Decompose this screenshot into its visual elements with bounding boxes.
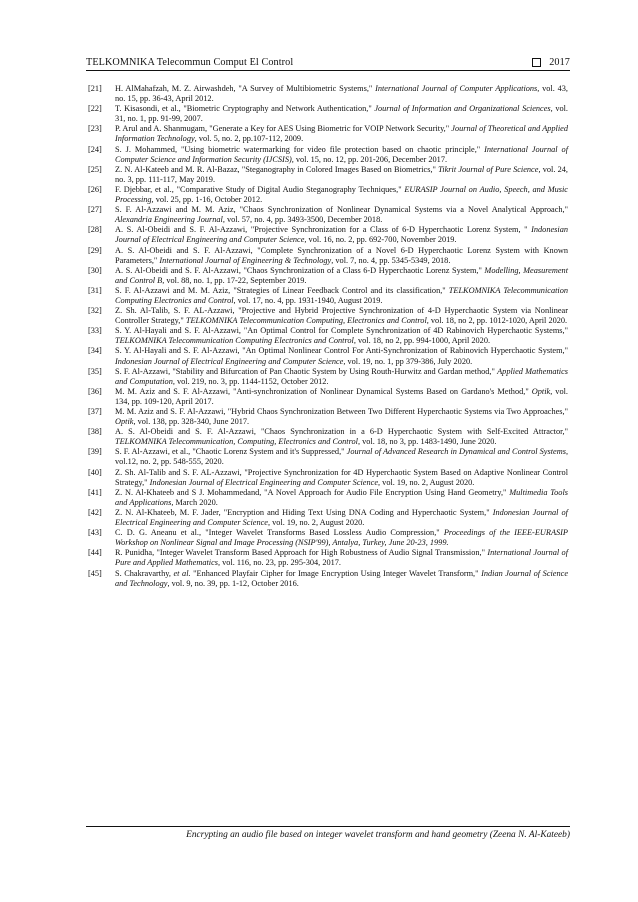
reference-text xyxy=(115,488,568,508)
reference-segment: "Enhanced Playfair Cipher for Image Encryption Using Integer Wavelet Transform," xyxy=(190,568,482,578)
reference-segment: , vol. 19, no. 1, pp 379-386, July 2020. xyxy=(343,356,473,366)
reference-number: [23] xyxy=(88,124,102,134)
header-year: 2017 xyxy=(549,57,570,68)
reference-segment: S. F. Al-Azzawi, et al., "Chaotic Lorenz System and it's Suppressed," xyxy=(115,447,347,457)
reference-segment: , vol. 43, no. 15, pp. 36-43, April 2012. xyxy=(115,84,568,104)
reference-segment: Z. N. Al-Khateeb, M. F. Jader, "Encryption and Hiding Text Using DNA Coding and Hyperchaotic System," xyxy=(115,507,493,517)
reference-source: TELKOMNIKA Telecommunication Computing, Electronics and Control, xyxy=(185,316,429,326)
reference-number: [30] xyxy=(88,265,102,275)
reference-text xyxy=(115,326,568,346)
reference-source: et al. xyxy=(173,568,191,578)
reference-segment: , vol. 16, no. 2, pp. 692-700, November 2019. xyxy=(304,235,457,245)
reference-item xyxy=(88,205,568,225)
reference-segment: , vol. 24, no. 3, pp. 111-117, May 2019. xyxy=(115,164,569,184)
reference-number: [37] xyxy=(88,407,102,416)
reference-item xyxy=(88,367,568,387)
reference-source: International Journal of Engineering & Technology xyxy=(159,255,332,265)
reference-item xyxy=(88,124,568,144)
reference-source: Proceedings of the IEEE-EURASIP Workshop on Nonlinear Signal and Image Processing (NSIP'99), Antalya, Turkey, June 20-23, 1999. xyxy=(115,528,568,548)
reference-segment: , vol.12, no. 2, pp. 548-555, 2020. xyxy=(115,447,569,467)
running-header xyxy=(86,52,570,68)
reference-segment: A. S. Al-Obeidi and S. F. Al-Azzawi, "Projective Synchronization for a Class of 6-D Hyperchaotic Lorenz System, " xyxy=(115,225,532,235)
reference-segment: A. S. Al-Obeidi and S. F. Al-Azzawi, "Chaos Synchronization in a 6-D Hyperchaotic System with Self-Excited Attractor," xyxy=(115,427,568,437)
reference-item xyxy=(88,468,568,488)
header-right xyxy=(532,57,570,68)
reference-segment: M. M. Aziz and S. F. Al-Azzawi, "Hybrid Chaos Synchronization Between Two Different Hyperchaotic Systems via Two Approaches," xyxy=(115,407,568,416)
reference-item xyxy=(88,407,568,427)
reference-source: Indonesian Journal of Electrical Engineering and Computer Science xyxy=(115,225,568,245)
reference-item xyxy=(88,387,568,407)
reference-item xyxy=(88,225,568,245)
reference-item xyxy=(88,326,568,346)
reference-segment: , vol. 19, no. 2, August 2020. xyxy=(378,477,475,487)
reference-text xyxy=(115,165,568,185)
reference-text xyxy=(115,508,568,528)
header-divider xyxy=(86,70,570,71)
reference-item xyxy=(88,145,568,165)
reference-segment: R. Punidha, "Integer Wavelet Transform Based Approach for High Robustness of Audio Signal Transmission," xyxy=(115,548,488,558)
reference-segment: C. D. G. Aneanu et al., "Integer Wavelet Transforms Based Lossless Audio Compression," xyxy=(115,528,444,538)
reference-number: [21] xyxy=(88,84,102,93)
reference-source: Tikrit Journal of Pure Science xyxy=(438,164,539,174)
reference-segment: S. F. Al-Azzawi and M. M. Aziz, "Strategies of Linear Feedback Control and its classification," xyxy=(115,285,449,295)
reference-segment: Z. Sh. Al-Talib and S. F. AL-Azzawi, "Projective Synchronization for 4D Hyperchaotic System Based on Adaptive Nonlinear Control Strategy," xyxy=(115,467,568,487)
reference-item xyxy=(88,286,568,306)
reference-segment: S. Y. Al-Hayali and S. F. Al-Azzawi, "An Optimal Nonlinear Control For Anti-Synchronization of Rabinovich Hyperchaotic System," xyxy=(115,346,568,356)
reference-source: International Journal of Pure and Applied Mathematics, xyxy=(115,548,568,568)
reference-segment: , vol. 19, no. 2, August 2020. xyxy=(268,518,365,528)
running-footer: Encrypting an audio file based on integer wavelet transform and hand geometry (Zeena N. Al-Kateeb) xyxy=(186,830,570,840)
reference-item xyxy=(88,185,568,205)
reference-segment: , vol. 18, no 3, pp. 1483-1490, June 2020. xyxy=(358,437,497,447)
reference-number: [29] xyxy=(88,245,102,255)
reference-text xyxy=(115,84,568,104)
reference-text xyxy=(115,205,568,225)
reference-segment: vol. 116, no. 23, pp. 295-304, 2017. xyxy=(220,558,341,568)
reference-item xyxy=(88,246,568,266)
reference-source: TELKOMNIKA Telecommunication, Computing, Electronics and Control xyxy=(115,437,358,447)
reference-segment: , vol. 5, no. 2, pp.107-112, 2009. xyxy=(194,134,304,144)
reference-segment: S. F. Al-Azzawi and M. M. Aziz, "Chaos Synchronization of Nonlinear Dynamical Systems via a Novel Analytical Approach," xyxy=(115,205,568,215)
reference-source: TELKOMNIKA Telecommunication Computing Electronics and Control xyxy=(115,285,568,305)
reference-segment: vol. 25, pp. 1-16, October 2012. xyxy=(153,195,263,205)
reference-segment: , vol. 17, no. 4, pp. 1931-1940, August 2019. xyxy=(233,295,383,305)
reference-segment: T. Kisasondi, et al., "Biometric Cryptography and Network Authentication," xyxy=(115,104,375,114)
reference-segment: F. Djebbar, et al., "Comparative Study of Digital Audio Steganography Techniques," xyxy=(115,184,405,194)
reference-text xyxy=(115,447,568,467)
reference-number: [33] xyxy=(88,326,102,336)
reference-source: Journal of Information and Organizational Sciences xyxy=(374,104,551,114)
reference-text xyxy=(115,346,568,366)
reference-text xyxy=(115,286,568,306)
reference-item xyxy=(88,548,568,568)
reference-text xyxy=(115,367,568,387)
reference-number: [24] xyxy=(88,144,102,154)
reference-number: [35] xyxy=(88,366,102,376)
reference-source: Journal of Advanced Research in Dynamical and Control Systems xyxy=(346,447,566,457)
reference-source: TELKOMNIKA Telecommunication Computing Electronics and Control xyxy=(115,336,354,346)
reference-text xyxy=(115,569,568,589)
reference-number: [27] xyxy=(88,205,102,215)
reference-segment: vol. 18, no 2, pp. 1012-1020, April 2020. xyxy=(428,316,568,326)
reference-text xyxy=(115,246,568,266)
reference-segment: Z. Sh. Al-Talib, S. F. AL-Azzawi, "Projective and Hybrid Projective Synchronization of 4-D Hyperchaotic System via Nonlinear Controller Strategy," xyxy=(115,306,568,326)
reference-segment: S. F. Al-Azzawi, "Stability and Bifurcation of Pan Chaotic System by Using Routh-Hurwitz and Gardan method," xyxy=(115,366,498,376)
reference-text xyxy=(115,407,568,427)
reference-segment: Z. N. Al-Kateeb and M. R. Al-Bazaz, "Steganography in Colored Images Based on Biometrics," xyxy=(115,164,439,174)
reference-source: Indian Journal of Science and Technology xyxy=(115,568,569,588)
reference-item xyxy=(88,306,568,326)
reference-number: [45] xyxy=(88,568,102,578)
reference-list xyxy=(88,84,568,589)
reference-source: Indonesian Journal of Electrical Engineering and Computer Science xyxy=(149,477,379,487)
reference-segment: S. J. Mohammed, "Using biometric watermarking for video file protection based on chaotic principle," xyxy=(115,144,485,154)
reference-number: [42] xyxy=(88,507,102,517)
reference-source: Modelling, Measurement and Control B xyxy=(115,265,568,285)
reference-source: Optik xyxy=(115,417,134,427)
reference-segment: , vol. 138, pp. 328-340, June 2017. xyxy=(133,417,250,427)
reference-text xyxy=(115,387,568,407)
reference-segment: vol. 15, no. 12, pp. 201-206, December 2017. xyxy=(293,154,448,164)
reference-source: Optik xyxy=(531,386,551,396)
reference-segment: , vol. 18, no 2, pp. 994-1000, April 2020. xyxy=(353,336,491,346)
reference-item xyxy=(88,508,568,528)
reference-segment: A. S. Al-Obeidi and S. F. Al-Azzawi, "Chaos Synchronization of a Class 6-D Hyperchaotic Lorenz System," xyxy=(115,265,485,275)
reference-number: [32] xyxy=(88,306,102,316)
reference-number: [40] xyxy=(88,467,102,477)
reference-segment: , vol. 9, no. 39, pp. 1-12, October 2016. xyxy=(167,578,299,588)
reference-segment: , vol. 7, no. 4, pp. 5345-5349, 2018. xyxy=(331,255,451,265)
reference-text xyxy=(115,266,568,286)
reference-text xyxy=(115,185,568,205)
journal-title: TELKOMNIKA Telecommun Comput El Control xyxy=(86,57,294,68)
reference-text xyxy=(115,306,568,326)
reference-segment: Z. N. Al-Khateeb and S J. Mohammedand, "A Novel Approach for Audio File Encryption Using Hand Geometry," xyxy=(115,487,510,497)
reference-text xyxy=(115,145,568,165)
reference-item xyxy=(88,427,568,447)
reference-number: [44] xyxy=(88,548,102,558)
reference-segment: S. Y. Al-Hayali and S. F. Al-Azzawi, "An Optimal Control for Complete Synchronization of 4D Rabinovich Hyperchaotic Systems," xyxy=(115,326,568,336)
reference-segment: A. S. Al-Obeidi and S. F. Al-Azzawi, "Complete Synchronization of a Novel 6-D Hyperchaotic Lorenz System with Known Parameters," xyxy=(115,245,568,265)
reference-text xyxy=(115,427,568,447)
reference-source: Indonesian Journal of Electrical Engineering and Computer Science xyxy=(115,507,568,528)
reference-text xyxy=(115,548,568,568)
reference-segment: , vol. 31, no. 1, pp. 91-99, 2007. xyxy=(115,104,568,124)
reference-number: [36] xyxy=(88,386,102,396)
reference-source: Applied Mathematics and Computation xyxy=(115,366,568,386)
reference-segment: , March 2020. xyxy=(171,497,218,507)
reference-item xyxy=(88,84,568,104)
reference-number: [43] xyxy=(88,528,102,538)
reference-item xyxy=(88,528,568,548)
reference-segment: M. M. Aziz and S. F. Al-Azzawi, "Anti-synchronization of Nonlinear Dynamical Systems Based on Gardano's Method," xyxy=(115,386,532,396)
reference-segment: , vol. 219, no. 3, pp. 1144-1152, October 2012. xyxy=(172,376,329,386)
reference-segment: P. Arul and A. Shanmugam, "Generate a Key for AES Using Biometric for VOIP Network Security," xyxy=(115,124,452,134)
reference-number: [22] xyxy=(88,104,102,114)
reference-source: Journal of Theoretical and Applied Information Technology xyxy=(115,124,568,144)
reference-segment: H. AlMahafzah, M. Z. Airwashdeh, "A Survey of Multibiometric Systems," xyxy=(115,84,376,93)
reference-source: Multimedia Tools and Applications xyxy=(115,487,568,507)
reference-item xyxy=(88,266,568,286)
reference-number: [34] xyxy=(88,346,102,356)
reference-source: International Journal of Computer Science and Information Security (IJCSIS), xyxy=(115,144,568,164)
footer-divider xyxy=(86,826,570,827)
reference-item xyxy=(88,104,568,124)
reference-source: EURASIP Journal on Audio, Speech, and Music Processing, xyxy=(115,184,568,205)
reference-number: [28] xyxy=(88,225,102,235)
reference-source: Indonesian Journal of Electrical Engineering and Computer Science xyxy=(115,356,344,366)
reference-text xyxy=(115,528,568,548)
reference-number: [25] xyxy=(88,164,102,174)
reference-number: [39] xyxy=(88,447,102,457)
reference-segment: S. Chakravarthy, xyxy=(115,568,174,578)
reference-number: [38] xyxy=(88,427,102,437)
reference-text xyxy=(115,225,568,245)
reference-segment: , vol. 88, no. 1, pp. 17-22, September 2019. xyxy=(162,275,307,285)
reference-item xyxy=(88,447,568,467)
reference-item xyxy=(88,569,568,589)
reference-item xyxy=(88,488,568,508)
reference-item xyxy=(88,165,568,185)
reference-text xyxy=(115,104,568,124)
reference-source: Alexandria Engineering Journal xyxy=(115,215,223,225)
reference-text xyxy=(115,124,568,144)
reference-segment: , vol. 57, no. 4, pp. 3493-3500, December 2018. xyxy=(222,215,383,225)
reference-segment: , vol. 134, pp. 109-120, April 2017. xyxy=(115,386,568,406)
reference-number: [31] xyxy=(88,285,102,295)
reference-item xyxy=(88,346,568,366)
square-icon xyxy=(532,58,541,67)
reference-number: [26] xyxy=(88,184,102,194)
reference-source: International Journal of Computer Applications xyxy=(375,84,538,93)
reference-number: [41] xyxy=(88,487,102,497)
reference-text xyxy=(115,468,568,488)
